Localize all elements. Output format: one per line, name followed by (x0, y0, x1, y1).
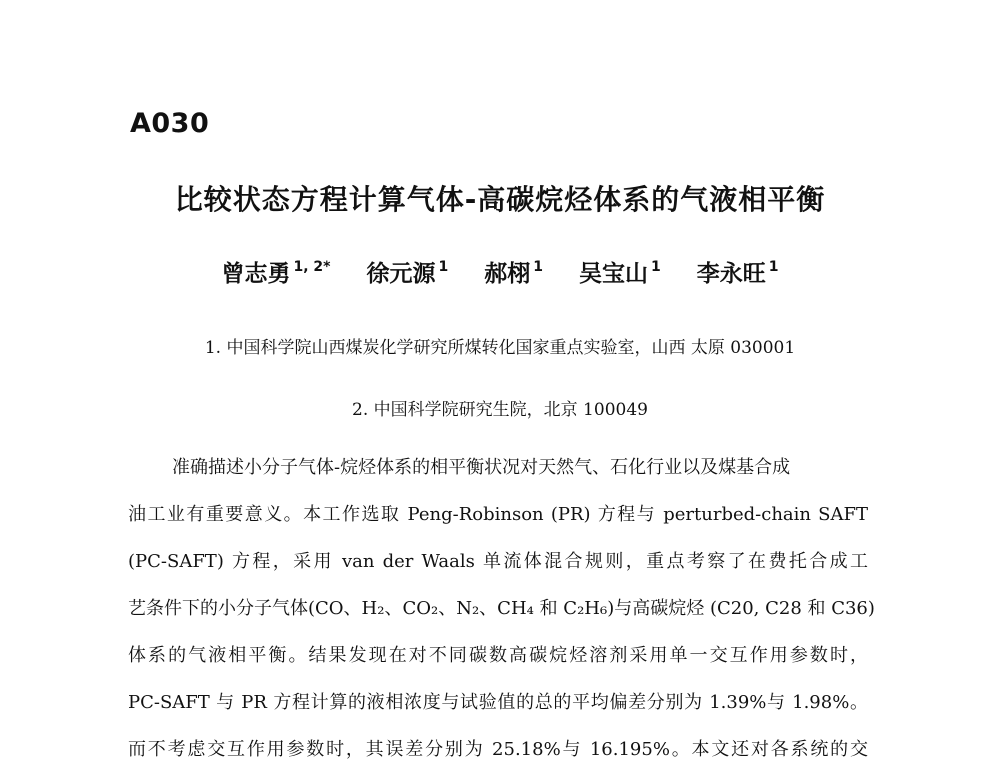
author-affiliation-mark: 1 (768, 259, 779, 275)
author-affiliation-mark: 1 (438, 259, 449, 275)
author-name: 徐元源 (366, 261, 436, 287)
abstract-body (128, 448, 875, 777)
paper-code: A030 (130, 108, 210, 139)
author-affiliation-mark: 1, 2* (293, 259, 331, 275)
author (579, 255, 661, 288)
abstract-line: 体系的气液相平衡。结果发现在对不同碳数高碳烷烃溶剂采用单一交互作用参数时， (128, 645, 868, 666)
author-name: 吴宝山 (579, 261, 649, 287)
author (697, 255, 779, 288)
abstract-line: PC-SAFT 与 PR 方程计算的液相浓度与试验值的总的平均偏差分别为 1.39%与 1.98%。 (128, 692, 868, 713)
author-list (0, 255, 1000, 288)
abstract-line: 而不考虑交互作用参数时，其误差分别为 25.18%与 16.195%。本文还对各系统的交 (128, 739, 868, 760)
abstract-line: (PC-SAFT) 方程，采用 van der Waals 单流体混合规则，重点考察了在费托合成工 (128, 551, 868, 572)
abstract-line: 油工业有重要意义。本工作选取 Peng-Robinson (PR) 方程与 perturbed-chain SAFT (128, 504, 868, 525)
author (221, 255, 330, 288)
author (366, 255, 448, 288)
abstract-line: 准确描述小分子气体-烷烃体系的相平衡状况对天然气、石化行业以及煤基合成 (172, 457, 791, 478)
author-name: 李永旺 (696, 261, 766, 287)
author (484, 255, 543, 288)
author-name: 郝栩 (484, 261, 531, 287)
author-affiliation-mark: 1 (651, 259, 661, 275)
abstract-line: 艺条件下的小分子气体(CO、H₂、CO₂、N₂、CH₄ 和 C₂H₆)与高碳烷烃 (C20, C28 和 C36) (128, 598, 875, 619)
affiliation-2: 2. 中国科学院研究生院，北京 100049 (352, 400, 648, 420)
affiliation-1: 1. 中国科学院山西煤炭化学研究所煤转化国家重点实验室，山西 太原 030001 (204, 338, 796, 358)
paper-title: 比较状态方程计算气体-高碳烷烃体系的气液相平衡 (174, 183, 826, 216)
author-affiliation-mark: 1 (533, 259, 543, 275)
author-name: 曾志勇 (221, 261, 291, 287)
